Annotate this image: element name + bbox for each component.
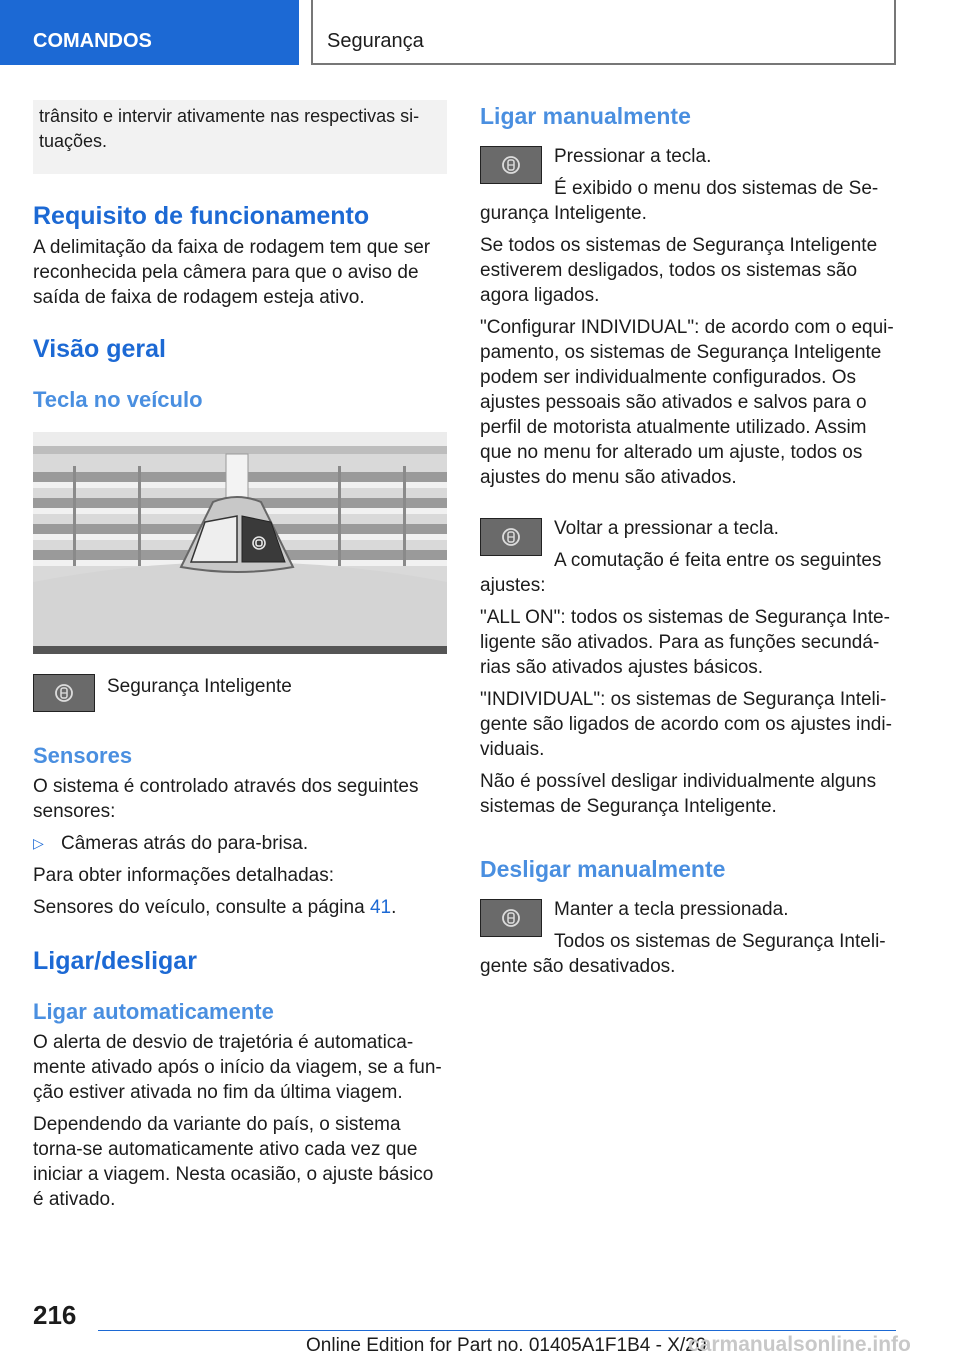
paragraph-todos-desativados: Todos os sistemas de Segurança Inteligente são desativados. <box>480 931 886 977</box>
sensores-ref-end: . <box>391 897 397 918</box>
paragraph-manter: Manter a tecla pressionada. <box>554 899 789 920</box>
paragraph-configurar: "Configurar INDIVIDUAL": de acordo com o equipamento, os sistemas de Segurança Inteligente podem ser individualmente configurados. Os ajustes pessoais são ativados e salvos para o perfil de motorista atualmente utilizado. Assim que no menu for alterado um ajuste, todos os ajustes do menu são ativados. <box>480 317 894 488</box>
paragraph-sensores-ref <box>33 895 447 920</box>
heading-desligar-manual: Desligar manualmente <box>480 856 726 882</box>
press-again-block <box>480 516 898 598</box>
paragraph-all-on: "ALL ON": todos os sistemas de Segurança Inteligente são ativados. Para as funções secundárias são ativados ajustes básicos. <box>480 607 890 678</box>
bullet-triangle-icon: ▷ <box>33 835 44 851</box>
paragraph-se-todos: Se todos os sistemas de Segurança Inteligente estiverem desligados, todos os sistemas são agora ligados. <box>480 235 878 306</box>
paragraph-comutacao: A comutação é feita entre os seguintes ajustes: <box>480 550 882 596</box>
paragraph-voltar: Voltar a pressionar a tecla. <box>554 518 779 539</box>
paragraph-exibido: É exibido o menu dos sistemas de Segurança Inteligente. <box>480 178 879 224</box>
paragraph-obter: Para obter informações detalhadas: <box>33 865 335 886</box>
heading-ligar-auto: Ligar automaticamente <box>33 999 274 1024</box>
vehicle-button-illustration <box>33 432 447 654</box>
chapter-title: Segurança <box>311 0 896 65</box>
heading-sensores: Sensores <box>33 743 133 768</box>
heading-ligar-desligar: Ligar/desligar <box>33 947 197 975</box>
bullet-camera: Câmeras atrás do para-brisa. <box>61 833 309 854</box>
key-legend <box>33 674 447 712</box>
paragraph-pressionar: Pressionar a tecla. <box>554 146 712 167</box>
sensores-ref-text: Sensores do veículo, consulte a página <box>33 897 365 918</box>
heading-visao-geral: Visão geral <box>33 335 166 363</box>
section-tab: COMANDOS <box>0 0 299 65</box>
intelligent-safety-key-icon <box>33 674 95 712</box>
paragraph-individual: "INDIVIDUAL": os sistemas de Segurança Inteligente são ligados de acordo com os ajustes individuais. <box>480 689 892 760</box>
page-number: 216 <box>33 1300 77 1330</box>
heading-tecla: Tecla no veículo <box>33 387 203 412</box>
note-box <box>33 100 447 174</box>
intelligent-safety-key-icon <box>480 899 542 937</box>
press-key-block <box>480 144 898 226</box>
note-text: trânsito e intervir ativamente nas respectivas situações. <box>39 106 420 151</box>
intelligent-safety-key-icon <box>480 518 542 556</box>
grille-image <box>33 432 447 654</box>
page-link[interactable]: 41 <box>369 897 392 918</box>
watermark: carmanualsonline.info <box>688 1333 911 1356</box>
paragraph-requisito: A delimitação da faixa de rodagem tem que ser reconhecida pela câmera para que o aviso de saída de faixa de rodagem esteja ativo. <box>33 237 431 308</box>
paragraph-nao: Não é possível desligar individualmente alguns sistemas de Segurança Inteligente. <box>480 771 877 817</box>
footer-edition: Online Edition for Part no. 01405A1F1B4 - X/20 <box>306 1335 707 1356</box>
key-legend-label: Segurança Inteligente <box>107 676 292 697</box>
paragraph-auto-1: O alerta de desvio de trajetória é automaticamente ativado após o início da viagem, se a função estiver ativada no fim da última viagem. <box>33 1032 442 1103</box>
hold-key-block <box>480 897 898 979</box>
paragraph-sensores: O sistema é controlado através dos seguintes sensores: <box>33 776 419 822</box>
paragraph-auto-2: Dependendo da variante do país, o sistema torna-se automaticamente ativo cada vez que iniciar a viagem. Nesta ocasião, o ajuste básico é ativado. <box>33 1114 434 1210</box>
footer-divider <box>98 1330 896 1331</box>
heading-ligar-manual: Ligar manualmente <box>480 103 691 129</box>
heading-requisito: Requisito de funcionamento <box>33 202 370 230</box>
intelligent-safety-key-icon <box>480 146 542 184</box>
left-column <box>33 100 447 1212</box>
right-column <box>480 100 898 979</box>
list-item <box>33 831 447 856</box>
